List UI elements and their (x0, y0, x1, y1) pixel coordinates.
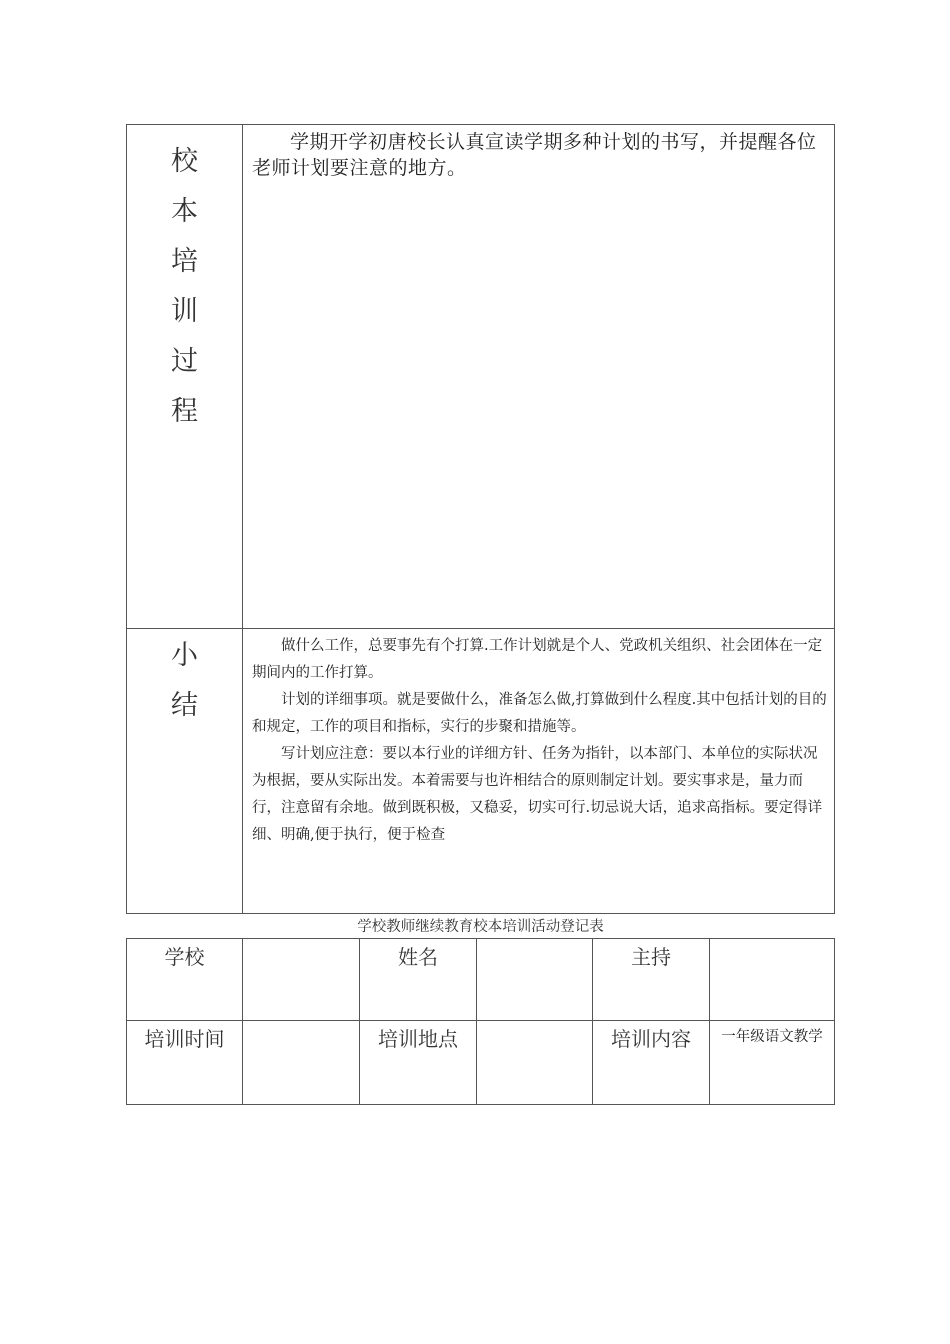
school-label: 学校 (126, 938, 243, 1021)
process-label-char: 校 (171, 146, 198, 177)
summary-label-char: 结 (171, 690, 198, 721)
name-label: 姓名 (359, 938, 477, 1021)
process-label-char: 程 (171, 396, 198, 427)
process-label-char: 过 (171, 346, 198, 377)
summary-label-char: 小 (171, 640, 198, 671)
process-label (127, 135, 242, 437)
process-label-char: 本 (171, 196, 198, 227)
summary-content-cell (242, 628, 835, 914)
form-title: 学校教师继续教育校本培训活动登记表 (357, 919, 604, 935)
summary-label-cell (126, 628, 243, 914)
process-label-cell (126, 124, 243, 629)
summary-paragraph: 计划的详细事项。就是要做什么，准备怎么做,打算做到什么程度.其中包括计划的目的和规定，工作的项目和指标，实行的步聚和措施等。 (252, 692, 827, 735)
process-content-cell (242, 124, 835, 629)
summary-paragraph: 做什么工作，总要事先有个打算.工作计划就是个人、党政机关组织、社会团体在一定期间内的工作打算。 (252, 638, 823, 681)
summary-label (127, 629, 242, 731)
process-label-char: 训 (171, 296, 198, 327)
time-label: 培训时间 (126, 1020, 243, 1105)
host-value-field[interactable] (709, 938, 835, 1021)
place-label: 培训地点 (359, 1020, 477, 1105)
content-label: 培训内容 (592, 1020, 710, 1105)
host-label: 主持 (592, 938, 710, 1021)
summary-paragraph: 写计划应注意：要以本行业的详细方针、任务为指针，以本部门、本单位的实际状况为根据，要从实际出发。本着需要与也许相结合的原则制定计划。要实事求是，量力而行，注意留有余地。做到既积极，又稳妥，切实可行.切忌说大话，追求高指标。要定得详细、明确,便于执行，便于检查 (252, 746, 823, 843)
time-value-field[interactable] (242, 1020, 360, 1105)
school-value-field[interactable] (242, 938, 360, 1021)
content-value-field[interactable]: 一年级语文教学 (709, 1020, 835, 1105)
name-value-field[interactable] (476, 938, 593, 1021)
place-value-field[interactable] (476, 1020, 593, 1105)
process-text: 学期开学初唐校长认真宣读学期多种计划的书写，并提醒各位老师计划要注意的地方。 (252, 131, 817, 179)
process-label-char: 培 (171, 246, 198, 277)
